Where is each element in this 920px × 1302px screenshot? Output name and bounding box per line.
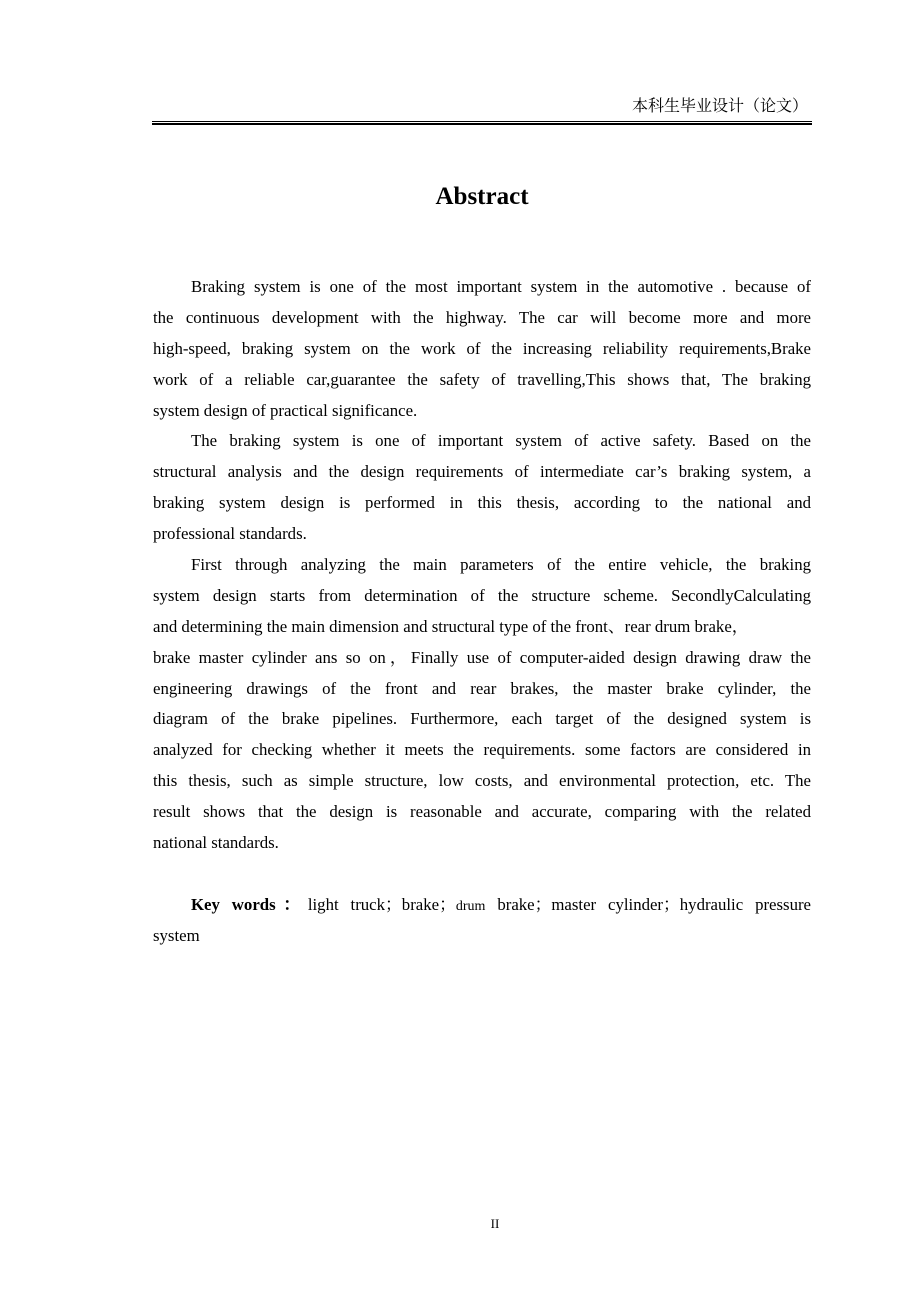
text-line: analyzed for checking whether it meets the requirements. some factors are considered in [153,740,811,760]
text-line: system design of practical significance. [153,400,418,420]
page-header-title: 本科生毕业设计（论文） [631,98,808,115]
text-line: system design starts from determination of the structure scheme. SecondlyCalculating [153,585,811,605]
text-line: First through analyzing the main parameters of the entire vehicle, the braking [191,555,811,575]
keyword-text: brake；master cylinder；hydraulic pressure [485,894,811,914]
keywords-label: Key words： [191,894,308,914]
text-line: structural analysis and the design requirements of intermediate car’s braking system, a [153,462,811,482]
text-line: professional standards. [153,524,307,544]
text-line: Braking system is one of the most important system in the automotive . because of [191,277,811,296]
text-line: The braking system is one of important system of active safety. Based on the [191,431,811,451]
page-number: II [490,1216,500,1231]
text-line: result shows that the design is reasonable and accurate, comparing with the related [153,802,811,822]
text-line: brake master cylinder ans so on，Finally use of computer-aided design drawing draw the [153,647,811,667]
text-line: and determining the main dimension and structural type of the front、rear drum brake， [153,616,749,636]
abstract-body [153,272,811,952]
keyword-text: drum [455,898,486,914]
text-line: national standards. [153,833,279,853]
keywords [153,890,811,952]
paragraph-1 [153,272,811,426]
text-line: diagram of the brake pipelines. Furthermore, each target of the designed system is [153,709,811,729]
abstract-heading: Abstract [435,183,529,210]
keywords-line [153,890,811,921]
page-header [152,96,812,118]
header-double-rule [152,121,812,125]
text-line: the continuous development with the highway. The car will become more and more [153,307,811,327]
text-line: braking system design is performed in this thesis, according to the national and [153,493,811,513]
spacer-line [153,859,811,890]
keywords-line: system [153,925,200,945]
paragraph-3 [153,550,811,859]
keyword-text: light truck；brake； [307,894,456,914]
paragraph-2 [153,426,811,550]
text-line: work of a reliable car,guarantee the safety of travelling,This shows that, The braking [153,369,811,389]
text-line: engineering drawings of the front and rear brakes, the master brake cylinder, the [153,678,811,698]
text-line: high-speed, braking system on the work of the increasing reliability requirements,Brake [153,338,811,358]
text-line: this thesis, such as simple structure, low costs, and environmental protection, etc. The [153,771,811,791]
